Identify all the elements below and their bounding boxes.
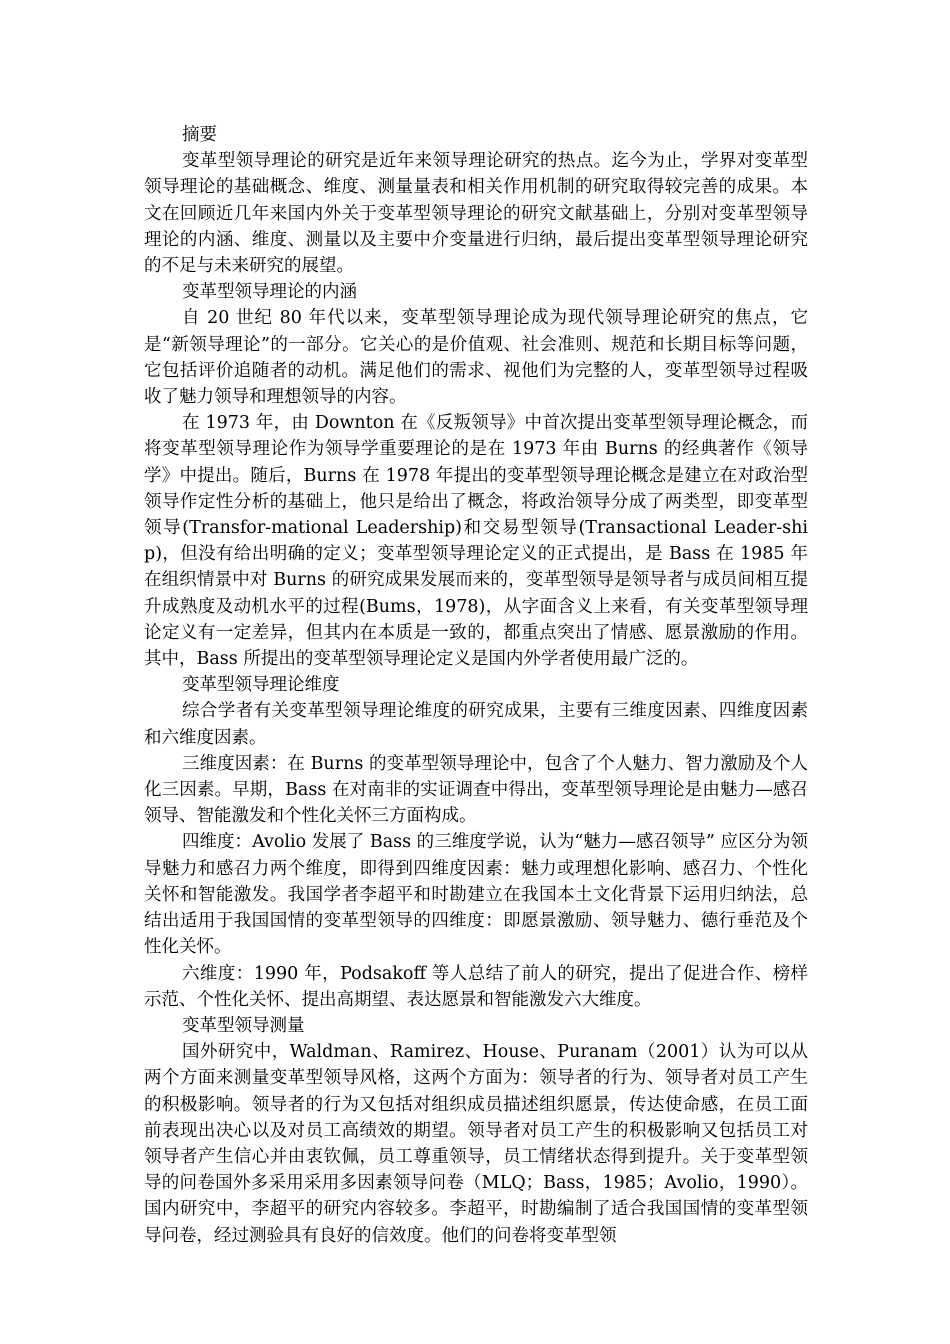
- section-heading-connotation: 变革型领导理论的内涵: [182, 282, 357, 303]
- measurement-paragraph: 国外研究中，Waldman、Ramirez、House、Puranam（2001）认为可以从两个方面来测量变革型领导风格，这两个方面为：领导者的行为、领导者对员工产生的积极影响。领导者的行为又包括对组织成员描述组织愿景，传达使命感，在员工面前表现出决心以及对员工高绩效的期望。领导者对员工产生的积极影响又包括员工对领导者产生信心并由衷钦佩，员工尊重领导，员工情绪状态得到提升。关于变革型领导的问卷国外多采用采用多因素领导问卷（MLQ；Bass，1985；Avolio，1990）。国内研究中，李超平的研究内容较多。李超平，时勘编制了适合我国国情的变革型领导问卷，经过测验具有良好的信效度。他们的问卷将变革型领: [144, 1042, 808, 1246]
- connotation-paragraph-2: 在 1973 年，由 Downton 在《反叛领导》中首次提出变革型领导理论概念，而将变革型领导理论作为领导学重要理论的是在 1973 年由 Burns 的经典著作《领导学》中提出。随后，Burns 在 1978 年提出的变革型领导理论概念是建立在对政治型领导作定性分析的基础上，他只是给出了概念，将政治领导分成了两类型，即变革型领导(Transfor-mational Leadership)和交易型领导(Transactional Leader-ship)，但没有给出明确的定义；变革型领导理论定义的正式提出，是 Bass 在 1985 年在组织情景中对 Burns 的研究成果发展而来的，变革型领导是领导者与成员间相互提升成熟度及动机水平的过程(Bums，1978)，从字面含义上来看，有关变革型领导理论定义有一定差异，但其内在本质是一致的，都重点突出了情感、愿景激励的作用。其中，Bass 所提出的变革型领导理论定义是国内外学者使用最广泛的。: [144, 413, 808, 670]
- section-heading-dimensions: 变革型领导理论维度: [182, 675, 340, 696]
- dimensions-paragraph-six: 六维度：1990 年，Podsakoff 等人总结了前人的研究，提出了促进合作、榜样示范、个性化关怀、提出高期望、表达愿景和智能激发六大维度。: [144, 963, 808, 1010]
- dimensions-paragraph-four: 四维度：Avolio 发展了 Bass 的三维度学说，认为“魅力—感召领导” 应区分为领导魅力和感召力两个维度，即得到四维度因素：魅力或理想化影响、感召力、个性化关怀和智能激发。我国学者李超平和时勘建立在我国本土文化背景下运用归纳法，总结出适用于我国国情的变革型领导的四维度：即愿景激励、领导魅力、德行垂范及个性化关怀。: [144, 832, 808, 958]
- dimensions-paragraph-three: 三维度因素：在 Burns 的变革型领导理论中，包含了个人魅力、智力激励及个人化三因素。早期，Bass 在对南非的实证调查中得出，变革型领导理论是由魅力—感召领导、智能激发和个性化关怀三方面构成。: [144, 753, 808, 827]
- document-page: [144, 122, 808, 1249]
- connotation-paragraph-1: 自 20 世纪 80 年代以来，变革型领导理论成为现代领导理论研究的焦点，它是“新领导理论”的一部分。它关心的是价值观、社会准则、规范和长期目标等问题，它包括评价追随者的动机。满足他们的需求、视他们为完整的人，变革型领导过程吸收了魅力领导和理想领导的内容。: [144, 308, 808, 408]
- abstract-paragraph: 变革型领导理论的研究是近年来领导理论研究的热点。迄今为止，学界对变革型领导理论的基础概念、维度、测量量表和相关作用机制的研究取得较完善的成果。本文在回顾近几年来国内外关于变革型领导理论的研究文献基础上，分别对变革型领导理论的内涵、维度、测量以及主要中介变量进行归纳，最后提出变革型领导理论研究的不足与未来研究的展望。: [144, 151, 808, 277]
- abstract-heading: 摘要: [182, 125, 217, 145]
- section-heading-measurement: 变革型领导测量: [182, 1015, 305, 1036]
- dimensions-paragraph-intro: 综合学者有关变革型领导理论维度的研究成果，主要有三维度因素、四维度因素和六维度因素。: [144, 701, 808, 748]
